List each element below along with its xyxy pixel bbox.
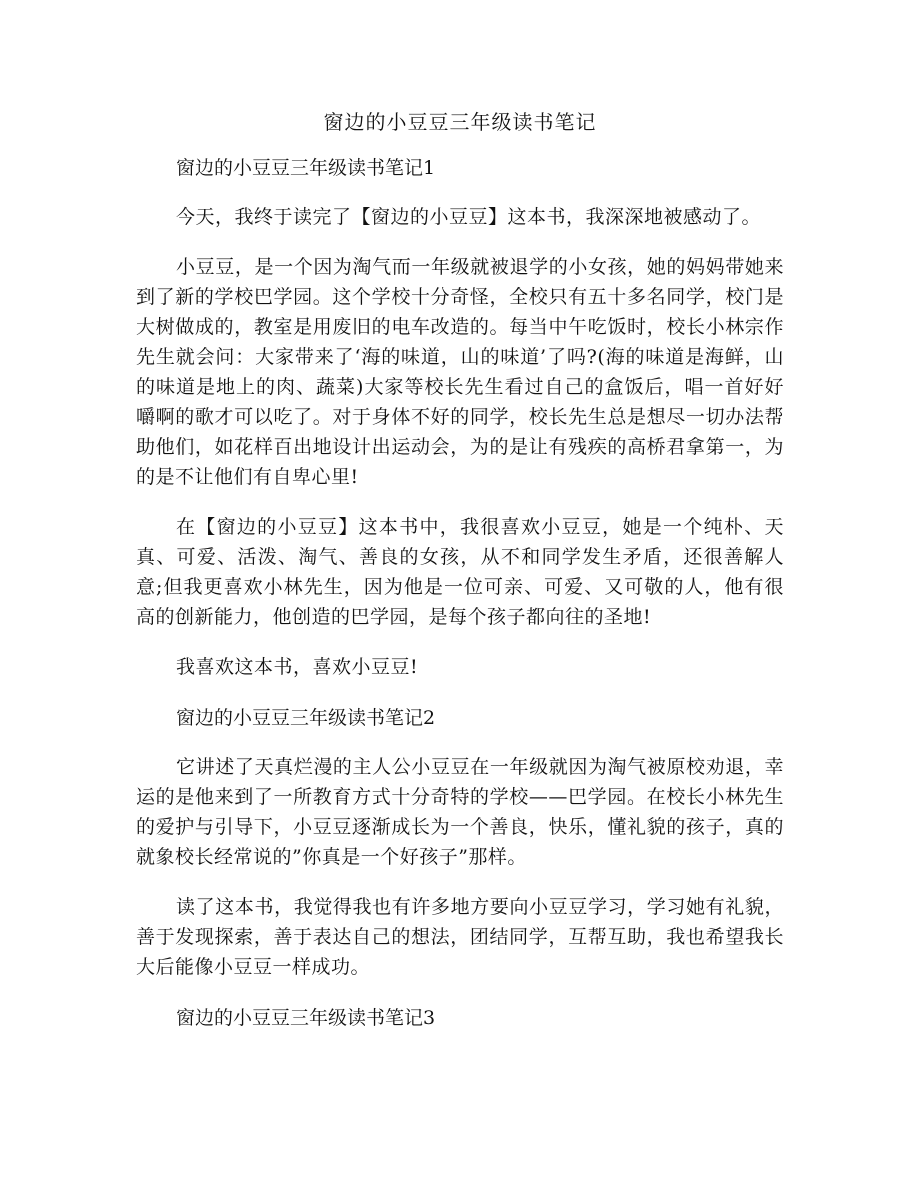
paragraph: 我喜欢这本书，喜欢小豆豆! <box>176 656 419 678</box>
paragraph: 今天，我终于读完了【窗边的小豆豆】这本书，我深深地被感动了。 <box>176 206 762 228</box>
paragraph: 它讲述了天真烂漫的主人公小豆豆在一年级就因为淘气被原校劝退，幸运的是他来到了一所教育方式十分奇特的学校——巴学园。在校长小林先生的爱护与引导下，小豆豆逐渐成长为一个善良，快乐，懂礼貌的孩子，真的就象校长经常说的”你真是一个好孩子”那样。 <box>136 756 784 868</box>
paragraph: 读了这本书，我觉得我也有许多地方要向小豆豆学习，学习她有礼貌，善于发现探索，善于表达自己的想法，团结同学，互帮互助，我也希望我长大后能像小豆豆一样成功。 <box>136 896 784 978</box>
paragraph: 小豆豆，是一个因为淘气而一年级就被退学的小女孩，她的妈妈带她来到了新的学校巴学园。这个学校十分奇怪，全校只有五十多名同学，校门是大树做成的，教室是用废旧的电车改造的。每当中午吃饭时，校长小林宗作先生就会问：大家带来了‘海的味道，山的味道’了吗?(海的味道是海鲜，山的味道是地上的肉、蔬菜)大家等校长先生看过自己的盒饭后，唱一首好好嚼啊的歌才可以吃了。对于身体不好的同学，校长先生总是想尽一切办法帮助他们，如花样百出地设计出运动会，为的是让有残疾的高桥君拿第一，为的是不让他们有自卑心里! <box>136 256 784 488</box>
paragraph: 在【窗边的小豆豆】这本书中，我很喜欢小豆豆，她是一个纯朴、天真、可爱、活泼、淘气、善良的女孩，从不和同学发生矛盾，还很善解人意;但我更喜欢小林先生，因为他是一位可亲、可爱、又可敬的人，他有很高的创新能力，他创造的巴学园，是每个孩子都向往的圣地! <box>136 516 784 628</box>
section-heading: 窗边的小豆豆三年级读书笔记2 <box>176 707 436 729</box>
section-heading: 窗边的小豆豆三年级读书笔记3 <box>176 1007 436 1029</box>
document-page <box>136 104 784 1052</box>
section-heading: 窗边的小豆豆三年级读书笔记1 <box>176 157 436 179</box>
document-title: 窗边的小豆豆三年级读书笔记 <box>323 110 597 134</box>
